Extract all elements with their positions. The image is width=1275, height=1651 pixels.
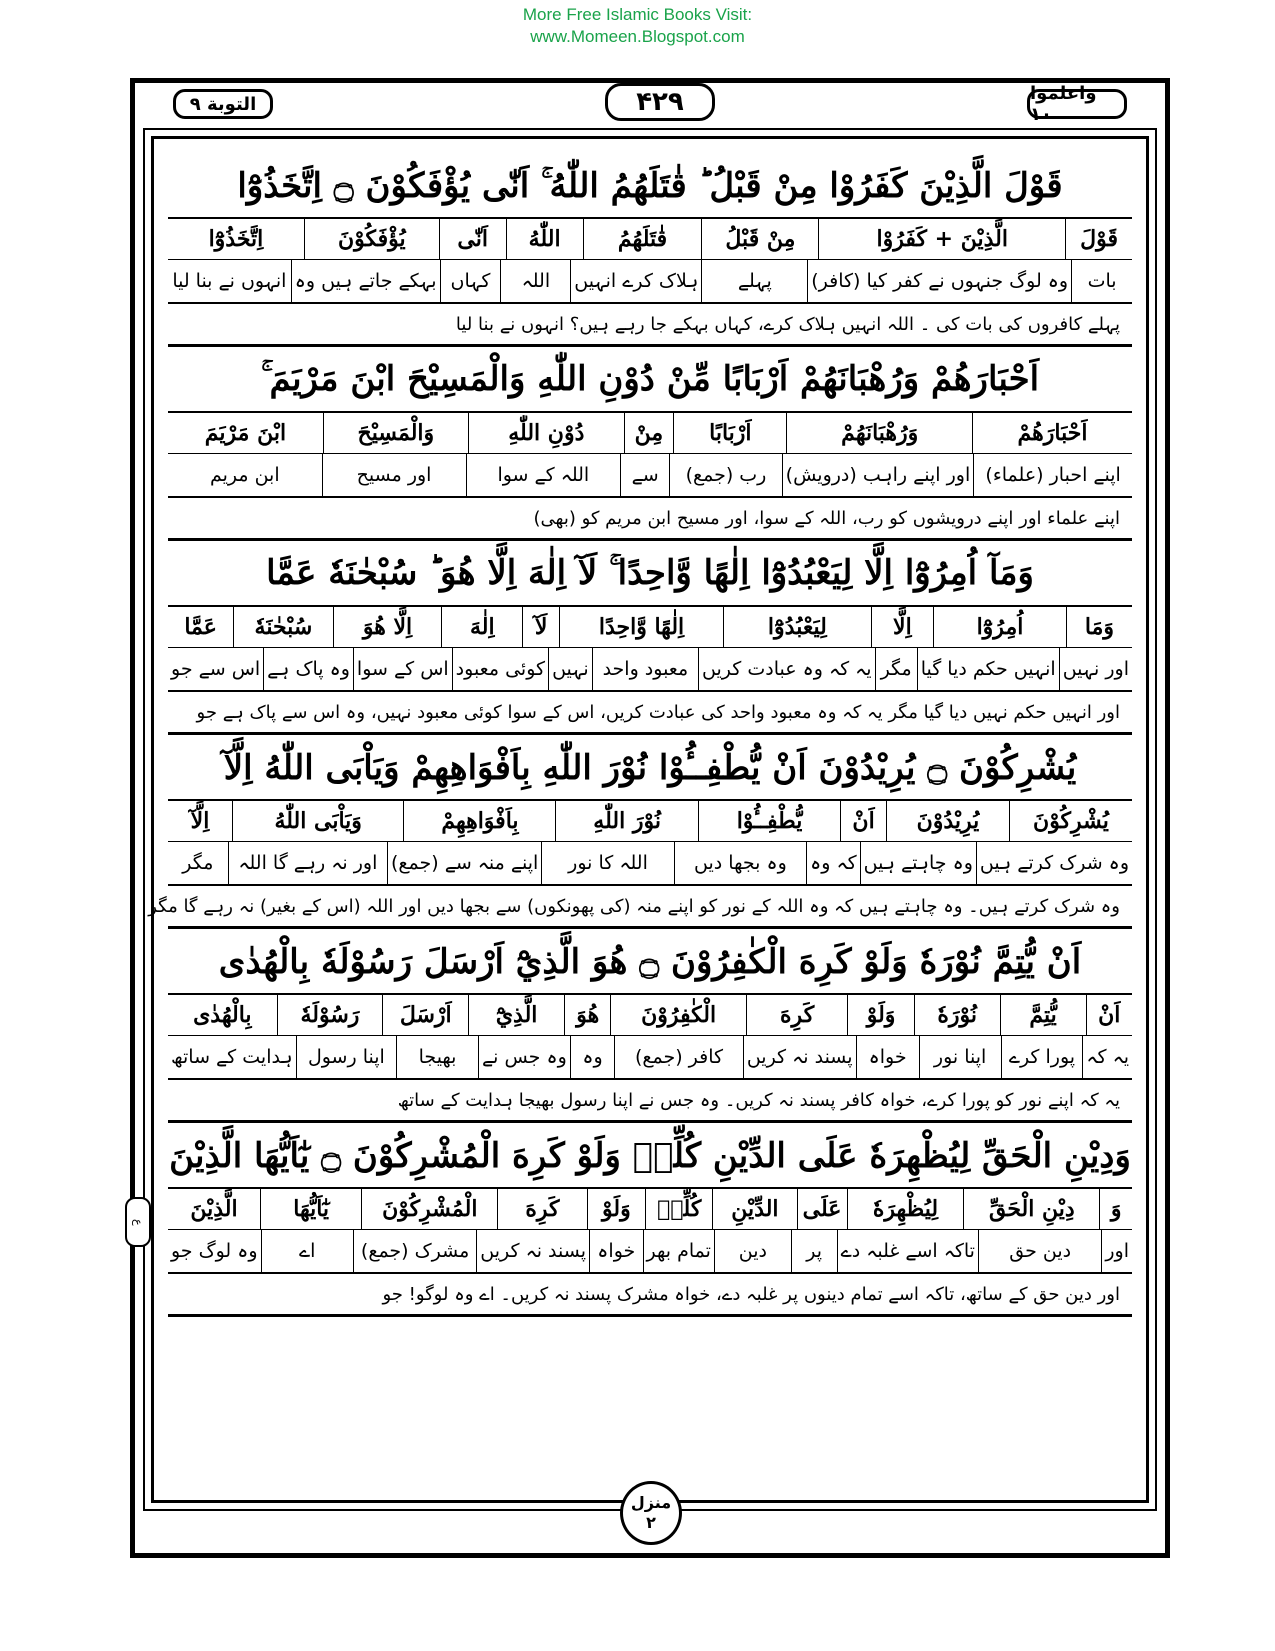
urdu-meaning-cell: تمام بھر (643, 1230, 714, 1272)
urdu-meaning-cell: وہ لوگ جنہوں نے کفر کیا (کافر) (807, 260, 1071, 302)
urdu-translation-line: اپنے علماء اور اپنے درویشوں کو رب، اللہ کے سوا، اور مسیح ابن مریم کو (بھی) (168, 498, 1132, 541)
urdu-meaning-cell: وہ لوگ جو (170, 1240, 258, 1262)
urdu-meaning-cell: اور نہیں (1059, 648, 1132, 690)
arabic-word-cell: يٰٓاَيُّهَا (260, 1189, 361, 1229)
arabic-word-cell: يُّطْفِــُٔوْا (698, 801, 840, 841)
arabic-word-cell: عَمَّا (184, 614, 217, 640)
urdu-meaning-cell: کوئی معبود (452, 648, 548, 690)
urdu-meaning-cell: مشرک (جمع) (353, 1230, 476, 1272)
arabic-word-cell: اَرْسَلَ (382, 995, 468, 1035)
arabic-word-cell: اَنّٰى (439, 219, 506, 259)
arabic-verse-line: اَحْبَارَهُمْ وَرُهْبَانَهُمْ اَرْبَابًا مِّنْ دُوْنِ اللّٰهِ وَالْمَسِيْحَ ابْنَ مَرْيَمَ ۚ (168, 347, 1132, 413)
arabic-word-cell: وَمَا (1066, 607, 1132, 647)
arabic-word-cell: الْكٰفِرُوْنَ (610, 995, 745, 1035)
arabic-word-cell: كَرِهَ (746, 995, 848, 1035)
verse-block (148, 735, 1132, 929)
word-row (168, 607, 1132, 648)
arabic-word-cell: يُّتِمَّ (1000, 995, 1086, 1035)
word-row (168, 995, 1132, 1036)
urdu-meaning-cell: وہ بجھا دیں (674, 842, 806, 884)
arabic-word-cell: بِالْهُدٰى (193, 1002, 252, 1028)
verse-block (168, 347, 1132, 541)
word-row (168, 413, 1132, 454)
arabic-word-cell: لَآ (522, 607, 559, 647)
arabic-verse-line: يُشْرِكُوْنَ ۝ يُرِيْدُوْنَ اَنْ يُّطْفِــُٔوْا نُوْرَ اللّٰهِ بِاَفْوَاهِهِمْ وَيَاْبَى اللّٰهُ اِلَّآ (168, 735, 1132, 801)
urdu-meaning-cell: اللہ کے سوا (466, 454, 621, 496)
meaning-row (168, 1230, 1132, 1274)
meaning-row (168, 454, 1132, 498)
frame-inner-border (148, 136, 1149, 1503)
arabic-word-cell: اِلَّآ (190, 808, 210, 834)
urdu-translation-line: اور دین حق کے ساتھ، تاکہ اسے تمام دینوں پر غلبہ دے، خواہ مشرک پسند نہ کریں۔ اے وہ لوگو! جو (168, 1274, 1132, 1317)
arabic-word-cell: الَّذِيْنَ (190, 1196, 238, 1222)
arabic-verse-line: وَمَآ اُمِرُوْٓا اِلَّا لِيَعْبُدُوْٓا اِلٰهًا وَّاحِدًا ۚ لَآ اِلٰهَ اِلَّا هُوَ ؕ سُبْحٰنَهٗ عَمَّا (168, 541, 1132, 607)
urdu-meaning-cell: کہاں (440, 260, 501, 302)
urdu-meaning-cell: یہ کہ (1082, 1036, 1132, 1078)
verse-block (168, 541, 1132, 735)
arabic-word-cell: اِلَّا هُوَ (333, 607, 442, 647)
urdu-meaning-cell: اللہ کا نور (541, 842, 673, 884)
urdu-translation-line: اور انہیں حکم نہیں دیا گیا مگر یہ کہ وہ معبود واحد کی عبادت کریں، اس کے سوا کوئی معبود نہیں، وہ اس سے پاک ہے جو (168, 692, 1132, 735)
arabic-word-cell: اِتَّخَذُوْٓا (208, 226, 264, 252)
verse-block (168, 153, 1132, 347)
urdu-translation-line: یہ کہ اپنے نور کو پورا کرے، خواہ کافر پسند نہ کریں۔ وہ جس نے اپنا رسول بھیجا ہدایت کے ساتھ (168, 1080, 1132, 1123)
arabic-word-cell: دِيْنِ الْحَقِّ (963, 1189, 1099, 1229)
urdu-meaning-cell: مگر (875, 648, 917, 690)
arabic-word-cell: وَرُهْبَانَهُمْ (786, 413, 972, 453)
urdu-meaning-cell: وہ چاہتے ہیں (860, 842, 976, 884)
urdu-meaning-cell: انہیں حکم دیا گیا (917, 648, 1059, 690)
meaning-row (168, 260, 1132, 304)
meaning-row (168, 842, 1132, 886)
arabic-word-cell: لِيُظْهِرَهٗ (847, 1189, 964, 1229)
urdu-meaning-cell: بہکے جاتے ہیں وہ (291, 260, 440, 302)
urdu-meaning-cell: نہیں (548, 648, 592, 690)
urdu-meaning-cell: مگر (182, 852, 214, 874)
urdu-meaning-cell: وہ (570, 1036, 614, 1078)
manzil-label: منزل (630, 1493, 672, 1512)
urdu-meaning-cell: خواہ (856, 1036, 919, 1078)
urdu-meaning-cell: اپنا نور (919, 1036, 1001, 1078)
arabic-word-cell: اَرْبَابًا (673, 413, 786, 453)
arabic-word-cell: يُؤْفَكُوْنَ (304, 219, 439, 259)
arabic-word-cell: بِاَفْوَاهِهِمْ (403, 801, 555, 841)
urdu-meaning-cell: اپنے منہ سے (جمع) (387, 842, 541, 884)
arabic-word-cell: مِنْ قَبْلُ (701, 219, 818, 259)
manzil-badge (620, 1481, 682, 1545)
arabic-word-cell: الْمُشْرِكُوْنَ (361, 1189, 497, 1229)
arabic-word-cell: الَّذِيْنَ + كَفَرُوْا (818, 219, 1065, 259)
arabic-word-cell: الدِّيْنِ (712, 1189, 796, 1229)
arabic-word-cell: كُلِّهٖ (645, 1189, 712, 1229)
urdu-meaning-cell: کافر (جمع) (614, 1036, 743, 1078)
urdu-meaning-cell: دین (714, 1230, 791, 1272)
urdu-meaning-cell: اس کے سوا (353, 648, 452, 690)
urdu-meaning-cell: اپنا رسول (296, 1036, 397, 1078)
word-row (168, 801, 1132, 842)
page-frame (130, 78, 1170, 1558)
urdu-meaning-cell: بھیجا (396, 1036, 478, 1078)
urdu-meaning-cell: اپنے احبار (علماء) (973, 454, 1132, 496)
page-number: ۴۲۹ (605, 83, 715, 121)
arabic-word-cell: لِيَعْبُدُوْٓا (723, 607, 871, 647)
juz-label: واعلموا ۱۰ (1027, 89, 1127, 119)
arabic-word-cell: عَلَى (797, 1189, 847, 1229)
arabic-word-cell: وَلَوْ (847, 995, 913, 1035)
promo-line-1: More Free Islamic Books Visit: (522, 5, 753, 24)
urdu-meaning-cell: پر (791, 1230, 837, 1272)
urdu-meaning-cell: ہدایت کے ساتھ (171, 1046, 293, 1068)
arabic-word-cell: كَرِهَ (497, 1189, 586, 1229)
arabic-word-cell: دُوْنِ اللّٰهِ (468, 413, 624, 453)
urdu-meaning-cell: رب (جمع) (669, 454, 781, 496)
arabic-word-cell: سُبْحٰنَهٗ (233, 607, 332, 647)
verse-block (168, 929, 1132, 1123)
arabic-word-cell: وَيَاْبَى اللّٰهُ (232, 801, 403, 841)
urdu-meaning-cell: اللہ (500, 260, 570, 302)
arabic-word-cell: اِلٰهًا وَّاحِدًا (559, 607, 723, 647)
arabic-verse-line: وَدِيْنِ الْحَقِّ لِيُظْهِرَهٗ عَلَى الدِّيْنِ كُلِّهٖ وَلَوْ كَرِهَ الْمُشْرِكُوْنَ ۝ يٰٓاَيُّهَا الَّذِيْنَ (168, 1123, 1132, 1189)
arabic-word-cell: نُوْرَ اللّٰهِ (555, 801, 697, 841)
urdu-translation-line: وہ شرک کرتے ہیں۔ وہ چاہتے ہیں کہ وہ اللہ کے نور کو اپنے منہ (کی پھونکوں) سے بجھا دیں اور اللہ (اس کے بغیر) نہ رہے گا مگر (168, 886, 1132, 929)
urdu-meaning-cell: انہوں نے بنا لیا (172, 270, 287, 292)
arabic-word-cell: رَسُوْلَهٗ (277, 995, 383, 1035)
urdu-meaning-cell: اس سے جو (171, 658, 261, 680)
arabic-word-cell: اَنْ (840, 801, 886, 841)
word-row (168, 1189, 1132, 1230)
urdu-meaning-cell: ابن مریم (209, 464, 280, 486)
urdu-meaning-cell: وہ شرک کرتے ہیں (976, 842, 1132, 884)
arabic-word-cell: اُمِرُوْٓا (933, 607, 1066, 647)
arabic-word-cell: يُرِيْدُوْنَ (886, 801, 1009, 841)
urdu-meaning-cell: خواہ (589, 1230, 643, 1272)
arabic-word-cell: اللّٰهُ (506, 219, 583, 259)
arabic-word-cell: اِلَّا (871, 607, 933, 647)
frame-middle-border (143, 128, 1157, 1511)
verse-block (168, 1123, 1132, 1317)
promo-line-2[interactable]: www.Momeen.Blogspot.com (530, 27, 745, 46)
urdu-meaning-cell: پہلے (701, 260, 807, 302)
meaning-row (168, 648, 1132, 692)
arabic-word-cell: مِنْ (624, 413, 674, 453)
urdu-meaning-cell: کہ وہ (806, 842, 860, 884)
urdu-meaning-cell: ہلاک کرے انہیں (570, 260, 701, 302)
arabic-word-cell: قٰتَلَهُمُ (583, 219, 702, 259)
urdu-meaning-cell: دین حق (978, 1230, 1101, 1272)
arabic-word-cell: الَّذِيْٓ (468, 995, 564, 1035)
urdu-meaning-cell: اور نہ رہے گا اللہ (228, 842, 387, 884)
arabic-word-cell: وَالْمَسِيْحَ (323, 413, 468, 453)
arabic-word-cell: وَلَوْ (587, 1189, 646, 1229)
urdu-meaning-cell: یہ کہ وہ عبادت کریں (698, 648, 875, 690)
arabic-word-cell: هُوَ (564, 995, 610, 1035)
arabic-word-cell: اَنْ (1086, 995, 1132, 1035)
urdu-meaning-cell: وہ جس نے (478, 1036, 570, 1078)
arabic-word-cell: نُوْرَهٗ (914, 995, 1000, 1035)
urdu-meaning-cell: اور (1101, 1230, 1132, 1272)
manzil-number: ۲ (646, 1513, 656, 1532)
urdu-meaning-cell: پسند نہ کریں (476, 1230, 589, 1272)
arabic-word-cell: قَوْلَ (1065, 219, 1132, 259)
urdu-meaning-cell: اے (261, 1230, 353, 1272)
urdu-meaning-cell: بات (1071, 260, 1132, 302)
urdu-meaning-cell: پسند نہ کریں (743, 1036, 856, 1078)
arabic-verse-line: اَنْ يُّتِمَّ نُوْرَهٗ وَلَوْ كَرِهَ الْكٰفِرُوْنَ ۝ هُوَ الَّذِيْٓ اَرْسَلَ رَسُوْلَهٗ بِالْهُدٰى (168, 929, 1132, 995)
verse-content (148, 153, 1132, 1486)
surah-label: التوبة ۹ (173, 89, 273, 119)
urdu-meaning-cell: معبود واحد (592, 648, 698, 690)
arabic-verse-line: قَوْلَ الَّذِيْنَ كَفَرُوْا مِنْ قَبْلُ ؕ قٰتَلَهُمُ اللّٰهُ ۚ اَنّٰى يُؤْفَكُوْنَ ۝ اِتَّخَذُوْٓا (168, 153, 1132, 219)
urdu-meaning-cell: وہ پاک ہے (263, 648, 353, 690)
meaning-row (168, 1036, 1132, 1080)
word-row (168, 219, 1132, 260)
urdu-meaning-cell: اور مسیح (322, 454, 466, 496)
urdu-translation-line: پہلے کافروں کی بات کی ۔ اللہ انہیں ہلاک کرے، کہاں بہکے جا رہے ہیں؟ انہوں نے بنا لیا (168, 304, 1132, 347)
urdu-meaning-cell: پورا کرے (1001, 1036, 1083, 1078)
arabic-word-cell: وَ (1099, 1189, 1132, 1229)
ruku-marker-icon: ع (125, 1197, 151, 1247)
urdu-meaning-cell: سے (620, 454, 669, 496)
urdu-meaning-cell: تاکہ اسے غلبہ دے (837, 1230, 978, 1272)
arabic-word-cell: يُشْرِكُوْنَ (1009, 801, 1132, 841)
arabic-word-cell: اَحْبَارَهُمْ (972, 413, 1132, 453)
arabic-word-cell: ابْنَ مَرْيَمَ (204, 420, 287, 446)
arabic-word-cell: اِلٰهَ (441, 607, 522, 647)
promo-banner (0, 4, 1275, 48)
urdu-meaning-cell: اور اپنے راہب (درویش) (782, 454, 974, 496)
